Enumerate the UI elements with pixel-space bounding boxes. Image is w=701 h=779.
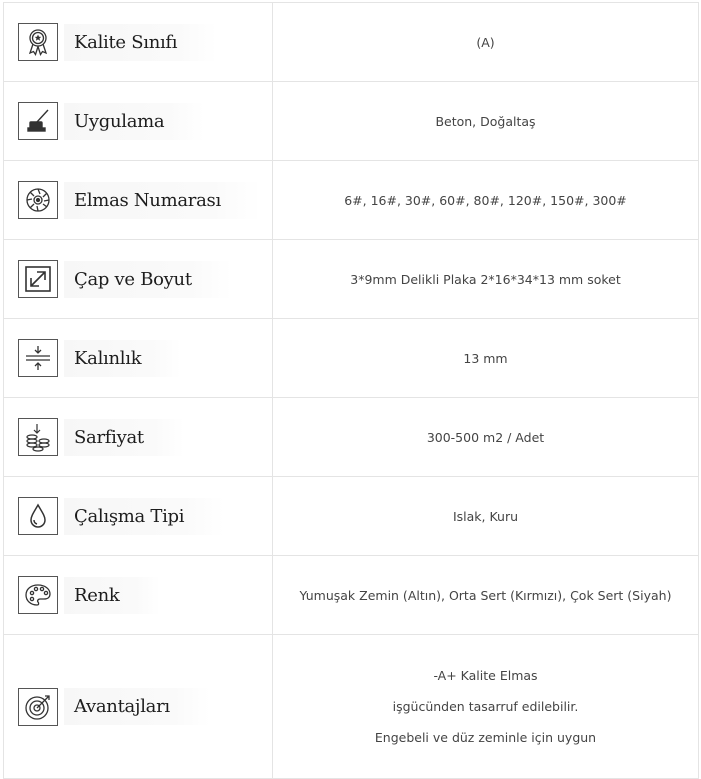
color-palette-icon <box>18 576 58 614</box>
label-cell <box>4 477 273 556</box>
label-cell <box>4 556 273 635</box>
water-drop-icon <box>18 497 58 535</box>
table-row <box>4 477 699 556</box>
value-cell: 3*9mm Delikli Plaka 2*16*34*13 mm soket <box>273 240 699 319</box>
row-label: Sarfiyat <box>74 426 144 448</box>
row-label: Çap ve Boyut <box>74 268 192 290</box>
row-label: Renk <box>74 584 120 606</box>
table-row <box>4 161 699 240</box>
advantage-line: işgücünden tasarruf edilebilir. <box>392 699 579 714</box>
advantage-line: Engebeli ve düz zeminle için uygun <box>374 730 597 745</box>
value-cell <box>273 635 699 779</box>
label-cell <box>4 161 273 240</box>
advantage-line: -A+ Kalite Elmas <box>433 668 538 683</box>
value-cell: 300-500 m2 / Adet <box>273 398 699 477</box>
table-row <box>4 319 699 398</box>
ribbon-award-icon <box>18 23 58 61</box>
target-icon <box>18 688 58 726</box>
table-row <box>4 3 699 82</box>
label-cell <box>4 398 273 477</box>
table-row <box>4 240 699 319</box>
value-cell: 13 mm <box>273 319 699 398</box>
label-cell <box>4 240 273 319</box>
row-label: Avantajları <box>74 696 170 717</box>
row-label: Çalışma Tipi <box>74 505 185 527</box>
label-cell <box>4 319 273 398</box>
table-row <box>4 82 699 161</box>
row-label: Uygulama <box>74 110 165 132</box>
thickness-icon <box>18 339 58 377</box>
value-cell: Beton, Doğaltaş <box>273 82 699 161</box>
resize-arrows-icon <box>18 260 58 298</box>
coin-stack-icon <box>18 418 58 456</box>
table-row <box>4 398 699 477</box>
label-cell <box>4 82 273 161</box>
diamond-disc-icon <box>18 181 58 219</box>
table-row <box>4 556 699 635</box>
floor-grinder-icon <box>18 102 58 140</box>
value-cell: 6#, 16#, 30#, 60#, 80#, 120#, 150#, 300# <box>273 161 699 240</box>
label-cell <box>4 635 273 779</box>
row-label: Kalite Sınıfı <box>74 31 178 53</box>
spec-table <box>3 2 699 779</box>
row-label: Kalınlık <box>74 347 142 369</box>
table-row <box>4 635 699 779</box>
row-label: Elmas Numarası <box>74 189 221 211</box>
value-cell: Islak, Kuru <box>273 477 699 556</box>
label-cell <box>4 3 273 82</box>
value-cell: (A) <box>273 3 699 82</box>
value-cell: Yumuşak Zemin (Altın), Orta Sert (Kırmızı), Çok Sert (Siyah) <box>273 556 699 635</box>
